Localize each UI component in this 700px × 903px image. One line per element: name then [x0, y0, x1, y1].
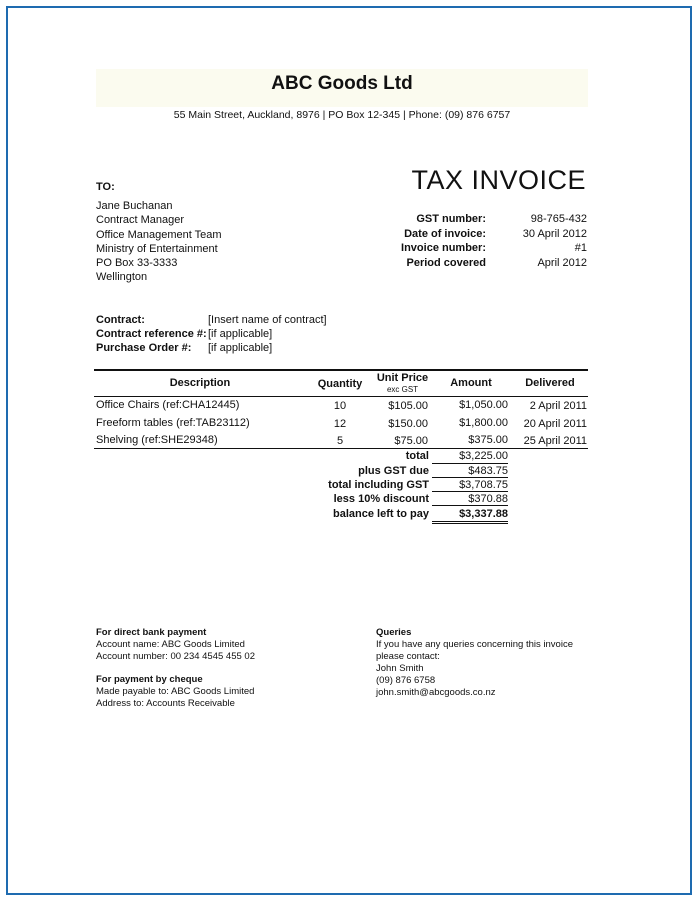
- col-header-delivered: Delivered: [525, 377, 575, 389]
- summary-divider: [432, 505, 508, 506]
- purchase-order-label: Purchase Order #:: [96, 342, 192, 354]
- document-title: TAX INVOICE: [411, 165, 586, 195]
- bank-payment-heading: For direct bank payment: [96, 627, 207, 638]
- row-quantity: 12: [333, 418, 347, 430]
- contact-name: John Smith: [376, 663, 424, 674]
- queries-line: please contact:: [376, 651, 440, 662]
- contract-reference-value: [if applicable]: [208, 328, 273, 340]
- cheque-payment-line: Address to: Accounts Receivable: [96, 698, 235, 709]
- company-name: ABC Goods Ltd: [271, 73, 413, 94]
- row-quantity: 10: [333, 400, 347, 412]
- table-top-rule: [94, 369, 588, 371]
- contact-phone: (09) 876 6758: [376, 675, 436, 686]
- gst-number-label: GST number:: [416, 213, 486, 225]
- summary-discount-label: less 10% discount: [333, 493, 429, 505]
- col-header-amount: Amount: [450, 377, 492, 389]
- summary-discount-value: $370.88: [468, 493, 508, 505]
- invoice-date-label: Date of invoice:: [404, 228, 486, 240]
- row-description: Office Chairs (ref:CHA12445): [96, 399, 240, 411]
- summary-divider: [432, 477, 508, 478]
- row-amount: $1,800.00: [459, 417, 508, 429]
- invoice-number-label: Invoice number:: [401, 242, 486, 254]
- invoice-number-value: #1: [574, 242, 587, 254]
- contact-email[interactable]: john.smith@abcgoods.co.nz: [376, 687, 496, 698]
- recipient-line: Wellington: [96, 271, 148, 284]
- queries-heading: Queries: [376, 627, 412, 638]
- row-amount: $375.00: [468, 434, 508, 446]
- period-covered-label: Period covered: [406, 257, 486, 269]
- recipient-line: PO Box 33-3333: [96, 257, 178, 270]
- summary-balance-double-underline: [432, 523, 508, 524]
- document-frame: [6, 6, 692, 895]
- table-header-rule: [94, 396, 588, 397]
- bank-payment-details: [96, 639, 255, 663]
- row-unit-price: $105.00: [388, 400, 428, 412]
- period-covered-value: April 2012: [537, 257, 587, 269]
- gst-number-value: 98-765-432: [530, 213, 587, 225]
- bank-payment-line: Account name: ABC Goods Limited: [96, 639, 245, 650]
- row-delivered: 2 April 2011: [529, 400, 587, 412]
- summary-total-incl-gst-label: total including GST: [328, 479, 429, 491]
- unit-price-sublabel: exc GST: [386, 385, 419, 394]
- recipient-line: Contract Manager: [96, 214, 185, 227]
- summary-gst-value: $483.75: [468, 465, 508, 477]
- summary-total-label: total: [405, 450, 429, 462]
- recipient-line: Office Management Team: [96, 228, 222, 241]
- recipient-line: Ministry of Entertainment: [96, 242, 218, 255]
- contract-label: Contract:: [96, 314, 145, 326]
- cheque-payment-heading: For payment by cheque: [96, 674, 203, 685]
- summary-total-value: $3,225.00: [459, 450, 508, 462]
- row-delivered: 25 April 2011: [523, 435, 587, 447]
- queries-details: [376, 639, 573, 699]
- table-rows-bottom-rule: [94, 448, 588, 449]
- summary-divider: [432, 463, 508, 464]
- row-quantity: 5: [336, 435, 344, 447]
- summary-gst-label: plus GST due: [358, 465, 429, 477]
- summary-balance-label: balance left to pay: [333, 508, 429, 520]
- row-unit-price: $150.00: [388, 418, 428, 430]
- summary-balance-underline: [432, 521, 508, 522]
- unit-price-label: Unit Price: [376, 372, 429, 384]
- queries-line: If you have any queries concerning this invoice: [376, 639, 573, 650]
- recipient-address: [96, 199, 222, 285]
- col-header-quantity: Quantity: [317, 378, 363, 390]
- col-header-unit-price: [365, 372, 440, 394]
- row-unit-price: $75.00: [394, 435, 428, 447]
- summary-divider: [432, 491, 508, 492]
- purchase-order-value: [if applicable]: [208, 342, 273, 354]
- col-header-description: Description: [169, 377, 231, 389]
- row-delivered: 20 April 2011: [523, 418, 587, 430]
- contract-value: [Insert name of contract]: [208, 314, 327, 326]
- contract-reference-label: Contract reference #:: [96, 328, 207, 340]
- invoice-date-value: 30 April 2012: [522, 228, 587, 240]
- recipient-line: Jane Buchanan: [96, 200, 173, 212]
- row-description: Freeform tables (ref:TAB23112): [96, 417, 250, 429]
- summary-total-incl-gst-value: $3,708.75: [459, 479, 508, 491]
- summary-balance-value: $3,337.88: [459, 508, 508, 520]
- row-amount: $1,050.00: [459, 399, 508, 411]
- company-address: 55 Main Street, Auckland, 8976 | PO Box 12-345 | Phone: (09) 876 6757: [173, 109, 511, 121]
- cheque-payment-details: [96, 686, 254, 710]
- row-description: Shelving (ref:SHE29348): [96, 434, 218, 446]
- bank-payment-line: Account number: 00 234 4545 455 02: [96, 651, 255, 662]
- cheque-payment-line: Made payable to: ABC Goods Limited: [96, 686, 255, 697]
- recipient-label: TO:: [96, 181, 115, 193]
